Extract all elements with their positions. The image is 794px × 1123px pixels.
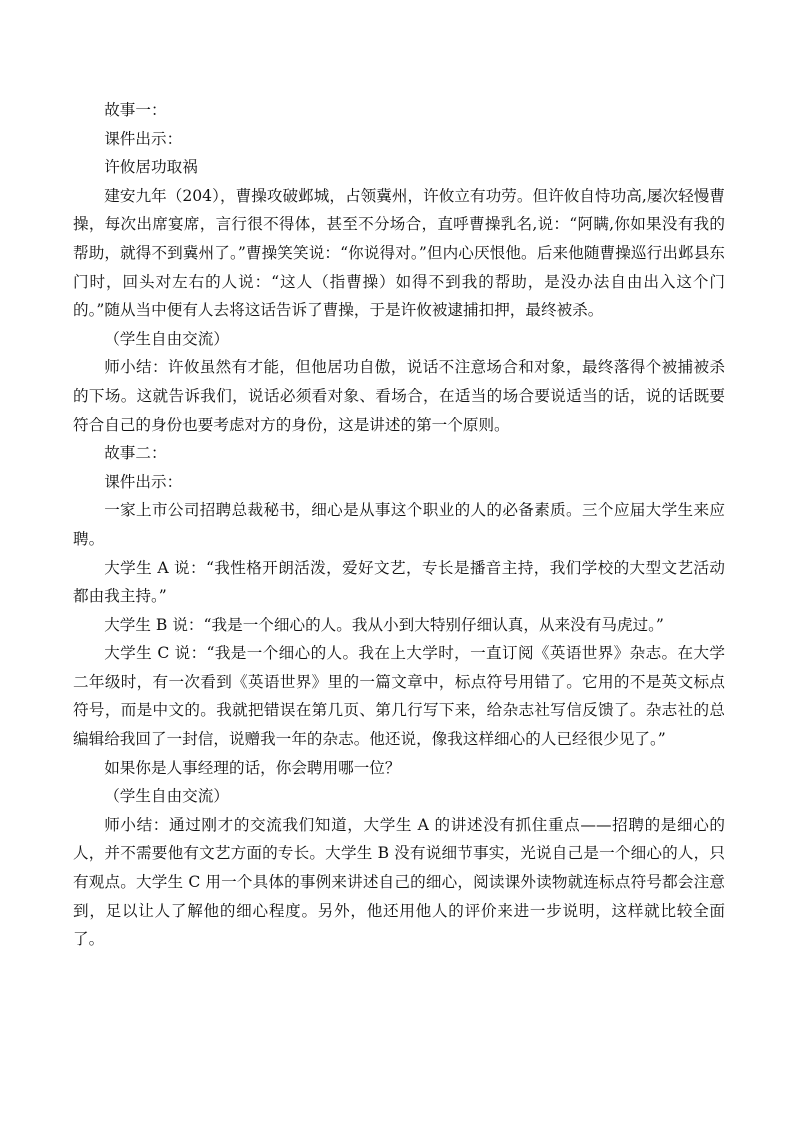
student-a-statement: 大学生 A 说：“我性格开朗活泼，爱好文艺，专长是播音主持，我们学校的大型文艺活动都由我主持。”	[73, 558, 725, 606]
student-discussion-note: （学生自由交流）	[104, 787, 229, 806]
story-two-intro: 一家上市公司招聘总裁秘书，细心是从事这个职业的人的必备素质。三个应届大学生来应聘。	[73, 501, 725, 548]
teacher-summary-one: 师小结：许攸虽然有才能，但他居功自傲，说话不注意场合和对象，最终落得个被捕被杀的下场。这就告诉我们，说话必须看对象、看场合，在适当的场合要说适当的话，说的话既要符合自己的身份也要考虑对方的身份，这是讲述的第一个原则。	[73, 358, 725, 434]
courseware-label: 课件出示：	[104, 129, 183, 148]
student-c-statement: 大学生 C 说：“我是一个细心的人。我在上大学时，一直订阅《英语世界》杂志。在大学二年级时，有一次看到《英语世界》里的一篇文章中，标点符号用错了。它用的不是英文标点符号，而是中文的。我就把错误在第几页、第几行写下来，给杂志社写信反馈了。杂志社的总编辑给我回了一封信，说赠我一年的杂志。他还说，像我这样细心的人已经很少见了。”	[73, 644, 725, 749]
teacher-summary-two: 师小结：通过刚才的交流我们知道，大学生 A 的讲述没有抓住重点——招聘的是细心的人，并不需要他有文艺方面的专长。大学生 B 没有说细节事实，光说自己是一个细心的人，只有观点。大学生 C 用一个具体的事例来讲述自己的细心，阅读课外读物就连标点符号都会注意到，足以让人了解他的细心程度。另外，他还用他人的评价来进一步说明，这样就比较全面了。	[73, 815, 725, 949]
question: 如果你是人事经理的话，你会聘用哪一位？	[104, 758, 401, 777]
document-body	[73, 96, 725, 954]
story-one-text: 建安九年（204），曹操攻破邺城，占领冀州，许攸立有功劳。但许攸自恃功高,屡次轻慢曹操，每次出席宴席，言行很不得体，甚至不分场合，直呼曹操乳名,说：“阿瞒,你如果没有我的帮助，就得不到冀州了。”曹操笑笑说：“你说得对。”但内心厌恨他。后来他随曹操巡行出邺县东门时，回头对左右的人说：“这人（指曹操）如得不到我的帮助，是没办法自由出入这个门的。”随从当中便有人去将这话告诉了曹操，于是许攸被逮捕扣押，最终被杀。	[73, 186, 725, 320]
student-b-statement: 大学生 B 说：“我是一个细心的人。我从小到大特别仔细认真，从来没有马虎过。”	[104, 615, 664, 634]
story-title: 许攸居功取祸	[104, 158, 198, 177]
story-two-heading: 故事二：	[104, 444, 167, 463]
story-one-heading: 故事一：	[104, 101, 167, 119]
student-discussion-note: （学生自由交流）	[104, 329, 229, 348]
courseware-label: 课件出示：	[104, 472, 183, 491]
